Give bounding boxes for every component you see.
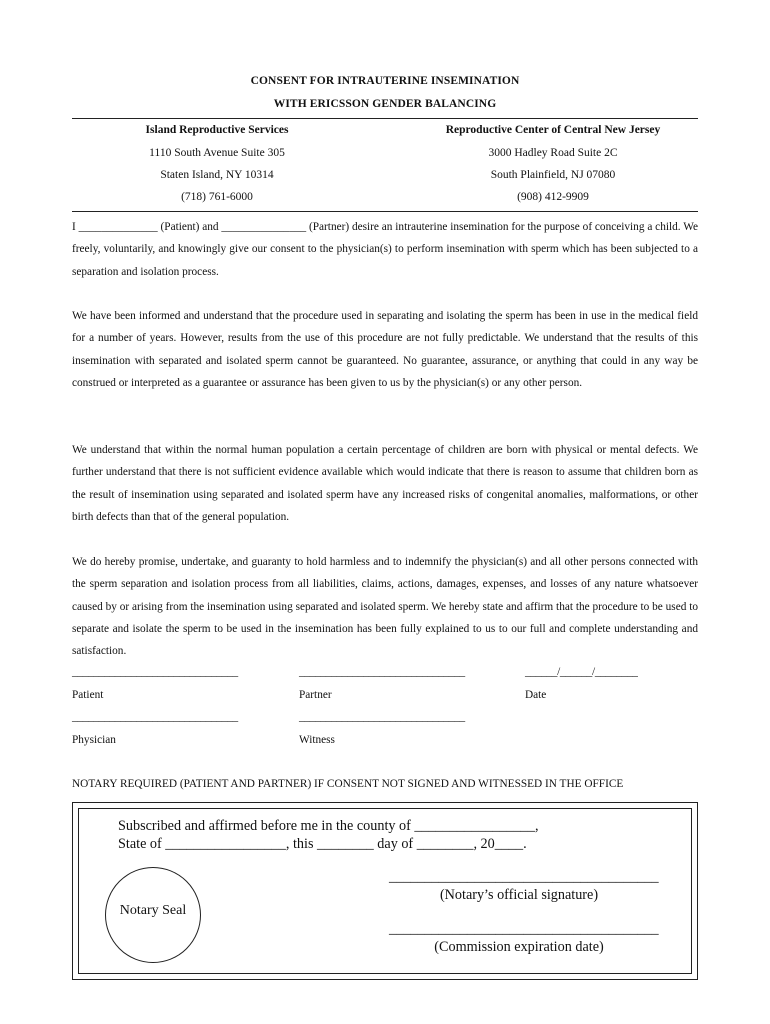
right-office-address2: South Plainfield, NJ 07080 bbox=[490, 169, 616, 181]
notary-requirement-heading: NOTARY REQUIRED (PATIENT AND PARTNER) IF CONSENT NOT SIGNED AND WITNESSED IN THE OFFICE bbox=[72, 778, 624, 790]
consent-paragraph-2: We have been informed and understand that the procedure used in separating and isolating the sperm has been in use in the medical field for a number of years. However, results from the use of this procedure are not fully predictable. We understand that the results of this insemination with separated and isolated sperm cannot be guaranteed. No guarantee, assurance, or anything that could in any way be construed or interpreted as a guarantee or assurance has been given to us by the physician(s) or any other person. bbox=[72, 310, 698, 389]
left-office-address1: 1110 South Avenue Suite 305 bbox=[149, 147, 285, 159]
consent-paragraph-4: We do hereby promise, undertake, and guaranty to hold harmless and to indemnify the physician(s) and all other persons connected with the sperm separation and isolation process from all liabilities, claims, actions, damages, expenses, and losses of any nature whatsoever caused by or arising from the insemination using separated and isolated sperm. We hereby state and affirm that the procedure to be used to separate and isolate the sperm to be used in the insemination has been fully explained to us to our full and complete understanding and satisfaction. bbox=[72, 556, 698, 658]
left-office-name: Island Reproductive Services bbox=[145, 124, 289, 136]
physician-signature-line[interactable]: _______________________________ bbox=[72, 711, 238, 723]
physician-label: Physician bbox=[72, 734, 116, 746]
patient-signature-line[interactable]: _______________________________ bbox=[72, 666, 238, 678]
right-office-phone: (908) 412-9909 bbox=[517, 191, 589, 203]
commission-expiration-line[interactable]: ______________________________________ bbox=[389, 921, 659, 937]
notary-signature-line[interactable]: ______________________________________ bbox=[389, 869, 659, 885]
consent-paragraph-3: We understand that within the normal human population a certain percentage of children are born with physical or mental defects. We further understand that there is not sufficient evidence available which would indicate that there is reason to assume that children born as the result of insemination using separated and isolated sperm have any increased risks of congenital anomalies, malformations, or other birth defects than that of the general population. bbox=[72, 444, 698, 523]
notary-signature-label: (Notary’s official signature) bbox=[439, 887, 599, 903]
notary-seal-label: Notary Seal bbox=[119, 903, 187, 918]
partner-label: Partner bbox=[299, 689, 332, 701]
witness-label: Witness bbox=[299, 734, 335, 746]
right-office-address1: 3000 Hadley Road Suite 2C bbox=[488, 147, 618, 159]
left-office-address2: Staten Island, NY 10314 bbox=[160, 169, 274, 181]
commission-expiration-label: (Commission expiration date) bbox=[434, 939, 604, 955]
patient-label: Patient bbox=[72, 689, 104, 701]
witness-signature-line[interactable]: _______________________________ bbox=[299, 711, 465, 723]
date-line[interactable]: ______/______/________ bbox=[525, 666, 638, 678]
consent-paragraph-1: I ______________ (Patient) and _______________ (Partner) desire an intrauterine insemination for the purpose of conceiving a child. We freely, voluntarily, and knowingly give our consent to the physician(s) to perform insemination with sperm which has been subjected to a separation and isolation process. bbox=[72, 221, 698, 278]
partner-signature-line[interactable]: _______________________________ bbox=[299, 666, 465, 678]
notary-county-line[interactable]: Subscribed and affirmed before me in the county of _________________, bbox=[118, 818, 539, 834]
header-bottom-rule bbox=[72, 211, 698, 212]
date-label: Date bbox=[525, 689, 547, 701]
form-title-line1: CONSENT FOR INTRAUTERINE INSEMINATION bbox=[250, 75, 520, 87]
right-office-name: Reproductive Center of Central New Jersey bbox=[445, 124, 661, 136]
form-title-line2: WITH ERICSSON GENDER BALANCING bbox=[273, 98, 497, 110]
notary-state-date-line[interactable]: State of _________________, this ________ day of ________, 20____. bbox=[118, 836, 527, 852]
left-office-phone: (718) 761-6000 bbox=[181, 191, 253, 203]
header-top-rule bbox=[72, 118, 698, 119]
